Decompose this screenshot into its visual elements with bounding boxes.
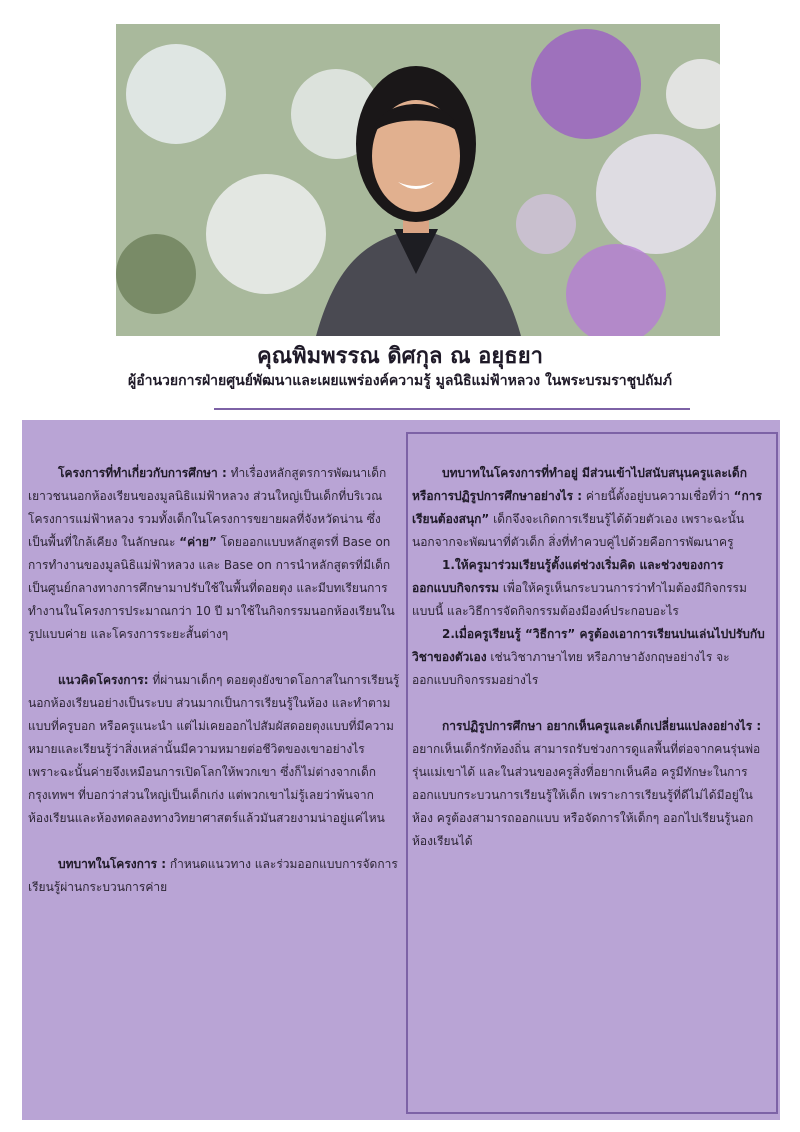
support-text: ค่ายนี้ตั้งอยู่บนความเชื่อที่ว่า [585, 489, 730, 503]
person-name: คุณพิมพรรณ ดิศกุล ณ อยุธยา [257, 344, 543, 369]
support-text-continued: เด็กจึงจะเกิดการเรียนรู้ได้ด้วยตัวเอง เพราะฉะนั้น นอกจากจะพัฒนาที่ตัวเด็ก สิ่งที่ทำควบคู่ไปด้วยคือการพัฒนาครู [412, 512, 745, 549]
list-item-1-text: เพื่อให้ครูเห็นกระบวนการว่าทำไมต้องมีกิจกรรมแบบนี้ และวิธีการจัดกิจกรรมต้องมีองค์ประกอบอะไร [412, 581, 747, 618]
concept-paragraph [28, 669, 400, 830]
portrait-photo [116, 24, 720, 336]
fun-learning-term: “การเรียนต้องสนุก” [412, 489, 762, 526]
list-item-1-heading: 1.ให้ครูมาร่วมเรียนรู้ตั้งแต่ช่วงเริ่มคิด และช่วงของการออกแบบกิจกรรม [412, 558, 724, 595]
concept-text: ที่ผ่านมาเด็กๆ ดอยตุงยังขาดโอกาสในการเรียนรู้นอกห้องเรียนอย่างเป็นระบบ ส่วนมากเป็นการเรียนรู้ในห้อง และทำตามแบบที่ครูบอก หรือครูแนะนำ แต่ไม่เคยออกไปสัมผัสดอยตุงแบบที่มีความหมายและเรียนรู้ว่าสิ่งเหล่านั้นมีความหมายต่อชีวิตของเขาอย่างไร เพราะฉะนั้นค่ายจึงเหมือนการเปิดโลกให้พวกเขา ซึ่งก็ไม่ต่างจากเด็กกรุงเทพฯ ที่บอกว่าส่วนใหญ่เป็นเด็กเก่ง แต่พวกเขาไม่รู้เลยว่าพ้นจากห้องเรียนและห้องทดลองทางวิทยาศาสตร์แล้วมันสวยงามน่าอยู่แค่ไหน [28, 673, 400, 825]
project-paragraph [28, 462, 400, 646]
list-item-2-text: เช่นวิชาภาษาไทย หรือภาษาอังกฤษอย่างไร จะออกแบบกิจกรรมอย่างไร [412, 650, 730, 687]
reform-heading: การปฏิรูปการศึกษา อยากเห็นครูและเด็กเปลี่ยนแปลงอย่างไร : [442, 719, 762, 733]
list-item-2 [412, 623, 768, 692]
role-heading: บทบาทในโครงการ : [58, 857, 167, 871]
project-text: ทำเรื่องหลักสูตรการพัฒนาเด็กเยาวชนนอกห้องเรียนของมูลนิธิแม่ฟ้าหลวง ส่วนใหญ่เป็นเด็กที่บริเวณโครงการแม่ฟ้าหลวง รวมทั้งเด็กในโครงการขยายผลที่จังหวัดน่าน ซึ่งเป็นพื้นที่ใกล้เคียง ในลักษณะ [28, 466, 387, 549]
project-heading: โครงการที่ทำเกี่ยวกับการศึกษา : [58, 466, 227, 480]
support-paragraph [412, 462, 768, 554]
role-paragraph [28, 853, 400, 899]
list-item-1 [412, 554, 768, 623]
divider [214, 408, 690, 410]
camp-term: “ค่าย” [179, 535, 217, 549]
reform-paragraph [412, 715, 768, 853]
list-item-2-heading: 2.เมื่อครูเรียนรู้ “วิธีการ” ครูต้องเอาการเรียนปนเล่นไปปรับกับวิชาของตัวเอง [412, 627, 765, 664]
portrait-illustration [116, 24, 720, 336]
concept-heading: แนวคิดโครงการ: [58, 673, 149, 687]
left-column [28, 462, 400, 899]
role-text: กำหนดแนวทาง และร่วมออกแบบการจัดการเรียนรู้ผ่านกระบวนการค่าย [28, 857, 398, 894]
project-text-continued: โดยออกแบบหลักสูตรที่ Base on การทำงานของมูลนิธิแม่ฟ้าหลวง และ Base on การนำหลักสูตรที่มีเด็กเป็นศูนย์กลางทางการศึกษามาปรับใช้ในพื้นที่ดอยตุง และมีบทเรียนการทำงานในโครงการประมาณกว่า 10 ปี มาใช้ในกิจกรรมนอกห้องเรียนในรูปแบบค่าย และโครงการระยะสั้นต่างๆ [28, 535, 395, 641]
person-title: ผู้อำนวยการฝ่ายศูนย์พัฒนาและเผยแพร่องค์ความรู้ มูลนิธิแม่ฟ้าหลวง ในพระบรมราชูปถัมภ์ [128, 373, 672, 389]
support-heading: บทบาทในโครงการที่ทำอยู่ มีส่วนเข้าไปสนับสนุนครูและเด็ก หรือการปฏิรูปการศึกษาอย่างไร : [412, 466, 747, 503]
reform-text: อยากเห็นเด็กรักท้องถิ่น สามารถรับช่วงการดูแลพื้นที่ต่อจากคนรุ่นพ่อ รุ่นแม่เขาได้ และในส่วนของครูสิ่งที่อยากเห็นคือ ครูมีทักษะในการออกแบบกระบวนการเรียนรู้ให้เด็ก เพราะการเรียนรู้ที่ดีไม่ได้มีอยู่ในห้อง ครูต้องสามารถออกแบบ หรือจัดการให้เด็กๆ ออกไปเรียนรู้นอกห้องเรียนได้ [412, 742, 761, 848]
right-column [412, 462, 768, 853]
